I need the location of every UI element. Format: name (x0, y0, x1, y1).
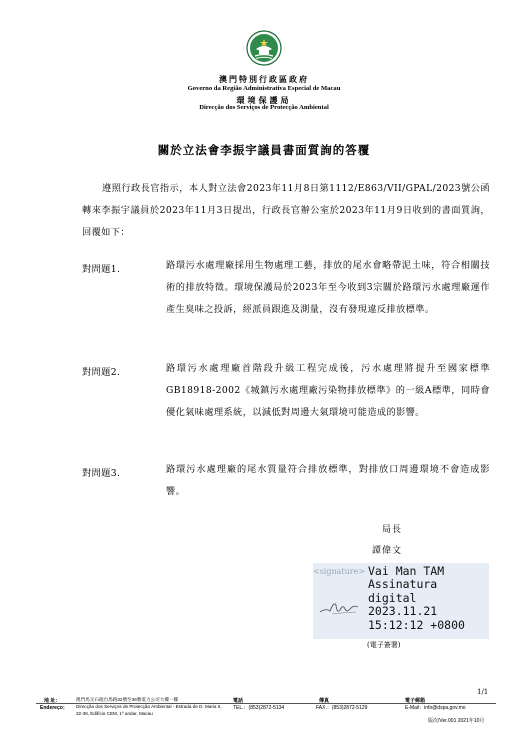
footer-address-label-pt: Endereço： (40, 705, 68, 711)
government-name-cn: 澳門特別行政區政府 (219, 74, 309, 84)
footer-address-cn: 澳門馬交石砲台馬路32號至36號電力公司大樓一樓 (76, 697, 179, 702)
answer-3-label: 對問題3. (82, 468, 121, 479)
intro-paragraph (82, 178, 490, 244)
handwritten-signature-icon (318, 596, 360, 618)
footer-fax-label: 傳真 (319, 698, 330, 704)
signature-details: Vai Man TAM Assinatura digital 2023.11.21 15:12:12 +0800 (368, 564, 465, 632)
footer-address-label: 地 址： (44, 698, 61, 704)
footer-address-pt-line1: Direcção dos Serviços de Protecção Ambiental - Estrada de D. Maria II, (76, 704, 222, 709)
footer-tel-label: 電話 (233, 698, 244, 704)
signer-name: 譚偉文 (372, 546, 403, 556)
answer-1-text: 路環污水處理廠採用生物處理工藝，排放的尾水會略帶泥土味，符合相關技術的排放特徵。環境保護局於2023年至今收到3宗關於路環污水處理廠運作產生臭味之投訴，經派員跟進及測量，沒有發現違反排放標準。 (166, 260, 490, 315)
footer-email-label: 電子郵箱 (405, 698, 426, 704)
footer-tel: TEL.：(853)2872-5134 (233, 705, 285, 711)
intro-text: 遵照行政長官指示，本人對立法會2023年11月8日第1112/E863/VII/GPAL/2023號公函轉來李振宇議員於2023年11月3日提出，行政長官辦公室於2023年11月9日收到的書面質詢，回覆如下： (82, 183, 490, 238)
footer-version: 版次/Ver.001 2021年10月 (428, 718, 485, 724)
answer-1-label: 對問題1. (82, 264, 121, 275)
government-name-pt: Governo da Região Administrativa Especial de Macau (187, 85, 341, 92)
footer-email: E-Mail：info@dspa.gov.mo (405, 705, 466, 711)
footer-address-pt-line2: 32-36, Edifício CEM, 1º andar, Macau (76, 711, 153, 716)
answer-2-text: 路環污水處理廠首階段升級工程完成後，污水處理將提升至國家標準GB18918-2002《城鎮污水處理廠污染物排放標準》的一級A標準，同時會優化氣味處理系統，以減低對周邊大氣環境可能造成的影響。 (166, 363, 490, 418)
signer-title: 局長 (382, 525, 403, 535)
answer-2-label: 對問題2. (82, 367, 121, 378)
electronic-signature-note: (電子簽署) (367, 641, 401, 649)
footer-fax: FAX.：(853)2872-5129 (316, 705, 368, 711)
signature-placeholder: <signature> (313, 567, 366, 576)
answer-3-text: 路環污水處理廠的尾水質量符合排放標準，對排放口周邊環境不會造成影響。 (166, 464, 490, 497)
department-name-cn: 環境保護局 (236, 95, 292, 105)
macau-emblem-icon (246, 30, 282, 66)
department-name-pt: Direcção dos Serviços de Protecção Ambiental (199, 104, 329, 111)
document-title: 關於立法會李振宇議員書面質詢的答覆 (157, 143, 371, 157)
page-number: 1/1 (477, 688, 489, 696)
